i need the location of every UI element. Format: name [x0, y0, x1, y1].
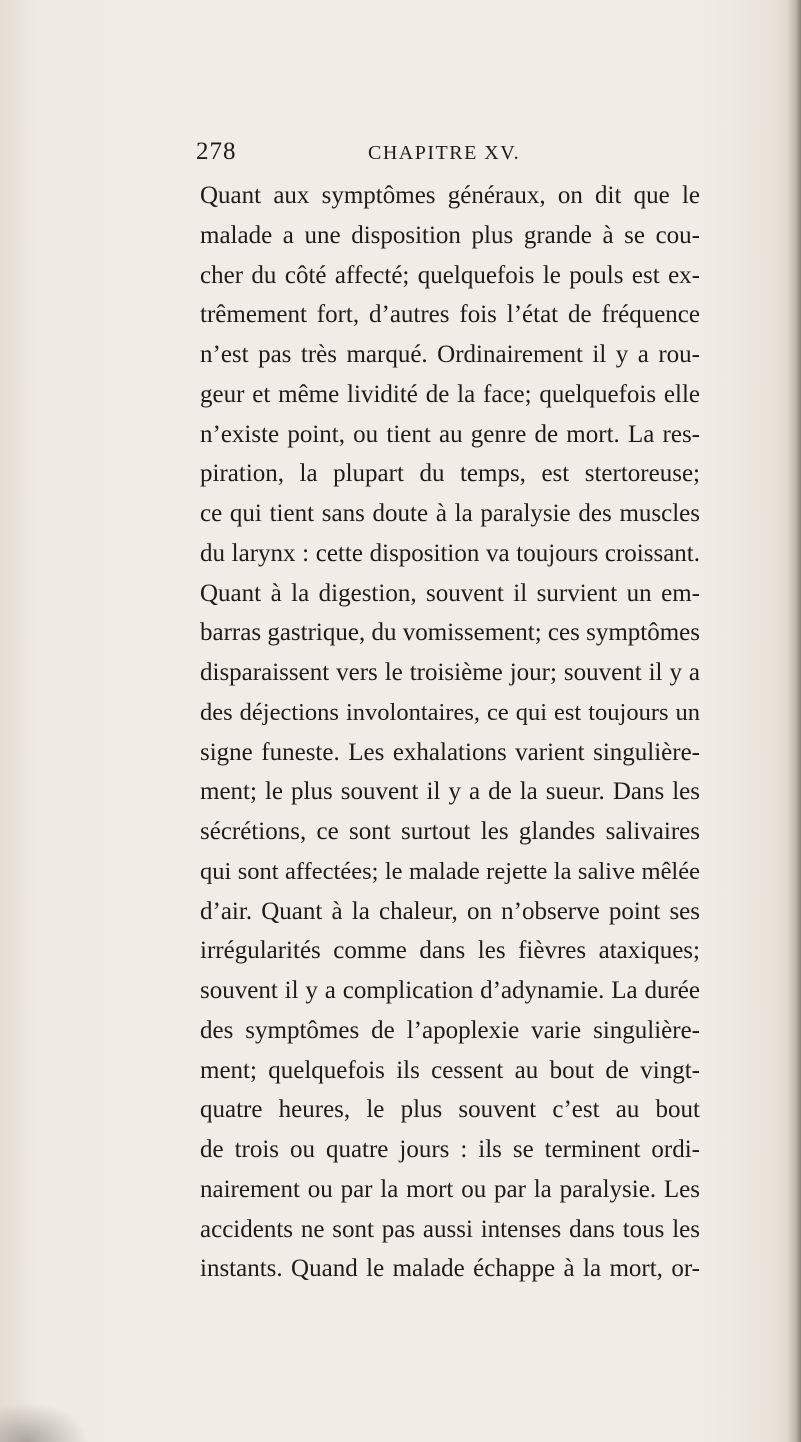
text-line: irrégularités comme dans les fièvres ataxiques; [200, 937, 700, 965]
text-line: signe funeste. Les exhalations varient singulière- [200, 738, 700, 766]
text-line: malade a une disposition plus grande à se cou- [200, 221, 700, 249]
text-line: nairement ou par la mort ou par la paralysie. Les [200, 1175, 700, 1203]
text-line: disparaissent vers le troisième jour; souvent il y a [200, 659, 700, 686]
text-line: piration, la plupart du temps, est stertoreuse; [200, 460, 700, 488]
text-line: du larynx : cette disposition va toujours croissant. [200, 539, 700, 567]
text-line: ment; le plus souvent il y a de la sueur. Dans les [200, 778, 700, 806]
text-line: des symptômes de l’apoplexie varie singulière- [200, 1016, 700, 1044]
page-number: 278 [196, 138, 237, 165]
text-line: Quant à la digestion, souvent il survient un em- [200, 579, 700, 607]
text-line: ce qui tient sans doute à la paralysie des muscles [200, 500, 700, 527]
text-line: souvent il y a complication d’adynamie. La durée [200, 977, 700, 1004]
text-line: n’existe point, ou tient au genre de mort. La res- [200, 420, 700, 448]
text-line: geur et même lividité de la face; quelquefois elle [200, 380, 700, 408]
text-line: d’air. Quant à la chaleur, on n’observe point ses [200, 897, 700, 925]
text-line: instants. Quand le malade échappe à la mort, or- [200, 1255, 700, 1283]
text-line: qui sont affectées; le malade rejette la salive mêlée [200, 857, 700, 885]
text-line: trêmement fort, d’autres fois l’état de fréquence [200, 301, 700, 329]
text-line: quatre heures, le plus souvent c’est au bout [200, 1096, 700, 1124]
text-line: sécrétions, ce sont surtout les glandes salivaires [200, 818, 700, 845]
text-line: accidents ne sont pas aussi intenses dans tous les [200, 1215, 700, 1243]
body-text [200, 176, 700, 1289]
text-line: ment; quelquefois ils cessent au bout de vingt- [200, 1056, 700, 1084]
text-line: des déjections involontaires, ce qui est toujours un [200, 698, 700, 726]
text-line: n’est pas très marqué. Ordinairement il y a rou- [200, 341, 700, 368]
page-edge-shadow [787, 0, 801, 1442]
chapter-title: CHAPITRE XV. [368, 142, 521, 164]
text-line: de trois ou quatre jours : ils se terminent ordi- [200, 1136, 700, 1163]
running-header [196, 138, 696, 172]
text-line: Quant aux symptômes généraux, on dit que le [200, 182, 700, 209]
text-line: barras gastrique, du vomissement; ces symptômes [200, 619, 700, 647]
text-line: cher du côté affecté; quelquefois le pouls est ex- [200, 261, 700, 289]
page-smudge [0, 1402, 90, 1442]
